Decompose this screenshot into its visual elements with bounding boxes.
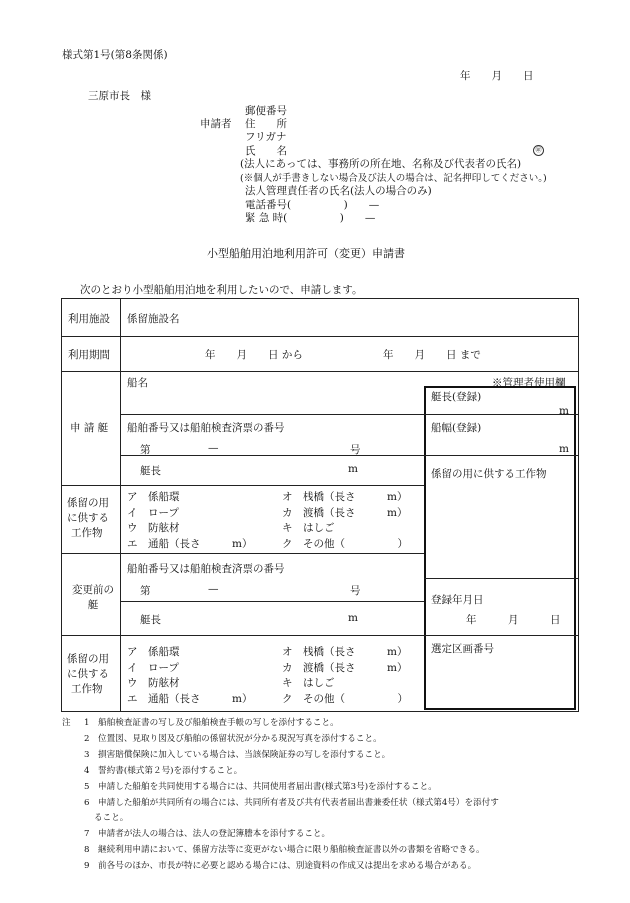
handwrite-note: (※個人が手書きしない場合及び法人の場合は、記名押印してください。) [240, 173, 547, 184]
note-item: 8 継続利用申請において、係留方法等に変更がない場合に限り船舶検査証書以外の書類を省略できる。 [84, 845, 485, 855]
label-column-divider [120, 298, 121, 712]
vessel-label: 申 請 艇 [70, 422, 109, 434]
facility-label: 利用施設 [68, 313, 110, 325]
note-item: 4 誓約書(様式第２号)を添付すること。 [84, 766, 243, 776]
prev-ship-number-label: 船舶番号又は船舶検査済票の番号 [127, 563, 285, 575]
prev-ship-number-go: 号 [350, 585, 361, 597]
admin-divider [424, 455, 578, 456]
mooring-items-left-1: ア 係船環 イ ロープ ウ 防舷材 エ 通船（長さ m） [127, 491, 253, 550]
mooring-items-right-2: オ 桟橋（長さ m） カ 渡橋（長さ m） キ はしご ク その他（ ） [282, 646, 408, 705]
table-border-bottom [61, 711, 579, 712]
row-divider [120, 601, 424, 602]
period-label: 利用期間 [68, 349, 110, 361]
table-border-top [61, 298, 579, 299]
admin-divider [424, 578, 578, 579]
ship-number-dash: — [208, 442, 219, 454]
prev-ship-number-dash: — [208, 583, 219, 595]
phone-label: 電話番号( ) — [245, 199, 380, 211]
note-item: 3 損害賠償保険に加入している場合は、当該保険証券の写しを添付すること。 [84, 750, 391, 760]
name-label: 氏 名 [245, 145, 287, 157]
period-to: 年 月 日 まで [383, 349, 481, 361]
mooring-label-2: 係留の用 に供する 工作物 [67, 653, 109, 695]
ship-name-label: 船名 [127, 377, 148, 389]
prev-ship-number-dai: 第 [140, 585, 151, 597]
addressee: 三原市長 様 [88, 90, 151, 102]
emergency-label: 緊 急 時( ) — [245, 212, 376, 224]
row-divider [61, 553, 425, 554]
applicant-label: 申請者 [200, 118, 232, 130]
ship-number-label: 船舶番号又は船舶検査済票の番号 [127, 422, 285, 434]
prev-length-unit: m [348, 612, 358, 624]
row-divider [61, 635, 425, 636]
intro-text: 次のとおり小型船舶用泊地を利用したいので、申請します。 [80, 284, 363, 296]
note-item: 7 申請者が法人の場合は、法人の登記簿謄本を添付すること。 [84, 829, 331, 839]
note-item: 5 申請した船舶を共同使用する場合には、共同使用者届出書(様式第3号)を添付すること。 [84, 782, 437, 792]
prev-vessel-label: 変更前の 艇 [72, 584, 114, 611]
mooring-label-1: 係留の用 に供する 工作物 [67, 497, 109, 539]
reg-width-unit: m [559, 443, 569, 455]
ship-number-dai: 第 [140, 444, 151, 456]
length-unit: m [348, 463, 358, 475]
row-divider [61, 336, 579, 337]
corp-note: (法人にあっては、事務所の所在地、名称及び代表者の氏名) [240, 158, 522, 170]
reg-length-label: 艇長(登録) [431, 391, 482, 403]
address-label: 住 所 [245, 118, 287, 130]
corp-manager-label: 法人管理責任者の氏名(法人の場合のみ) [245, 185, 432, 197]
admin-divider [424, 635, 578, 636]
reg-length-unit: m [559, 405, 569, 417]
note-item: 6 申請した船舶が共同所有の場合には、共同所有者及び共有代表者届出書兼委任状（様式第4号）を添付す [84, 798, 499, 808]
prev-length-label: 艇長 [140, 614, 161, 626]
facility-value: 係留施設名 [127, 313, 180, 325]
length-label: 艇長 [140, 465, 161, 477]
row-divider [61, 485, 425, 486]
document-title: 小型船舶用泊地利用許可（変更）申請書 [207, 247, 405, 260]
reg-date-value: 年 月 日 [466, 614, 561, 626]
seal-icon: ㊞ [533, 143, 544, 156]
ship-number-go: 号 [350, 444, 361, 456]
admin-mooring-label: 係留の用に供する工作物 [431, 468, 547, 480]
form-number: 様式第1号(第8条関係) [62, 49, 168, 61]
date-field: 年 月 日 [460, 70, 534, 82]
note-item: 1 船舶検査証書の写し及び船舶検査手帳の写しを添付すること。 [84, 718, 339, 728]
mooring-items-left-2: ア 係船環 イ ロープ ウ 防舷材 エ 通船（長さ m） [127, 646, 253, 705]
postal-code-label: 郵便番号 [245, 105, 287, 117]
notes-label: 注 [62, 718, 71, 728]
mooring-items-right-1: オ 桟橋（長さ m） カ 渡橋（長さ m） キ はしご ク その他（ ） [282, 491, 408, 550]
table-border-right [578, 298, 579, 712]
note-item: 9 前各号のほか、市長が特に必要と認める場合には、別途資料の作成又は提出を求める場合がある。 [84, 861, 477, 871]
row-divider [120, 455, 424, 456]
row-divider [61, 371, 579, 372]
period-from: 年 月 日 から [205, 349, 303, 361]
table-border-left [61, 298, 62, 712]
admin-divider [424, 414, 578, 415]
note-item: 2 位置図、見取り図及び船舶の係留状況が分かる現況写真を添付すること。 [84, 734, 382, 744]
note-item-continuation: ること。 [94, 813, 129, 823]
area-number-label: 選定区画番号 [431, 643, 494, 655]
reg-date-label: 登録年月日 [431, 594, 484, 606]
row-divider [120, 414, 424, 415]
admin-use-label: ※管理者使用欄 [492, 377, 566, 389]
reg-width-label: 船幅(登録) [431, 422, 482, 434]
furigana-label: フリガナ [245, 131, 287, 143]
